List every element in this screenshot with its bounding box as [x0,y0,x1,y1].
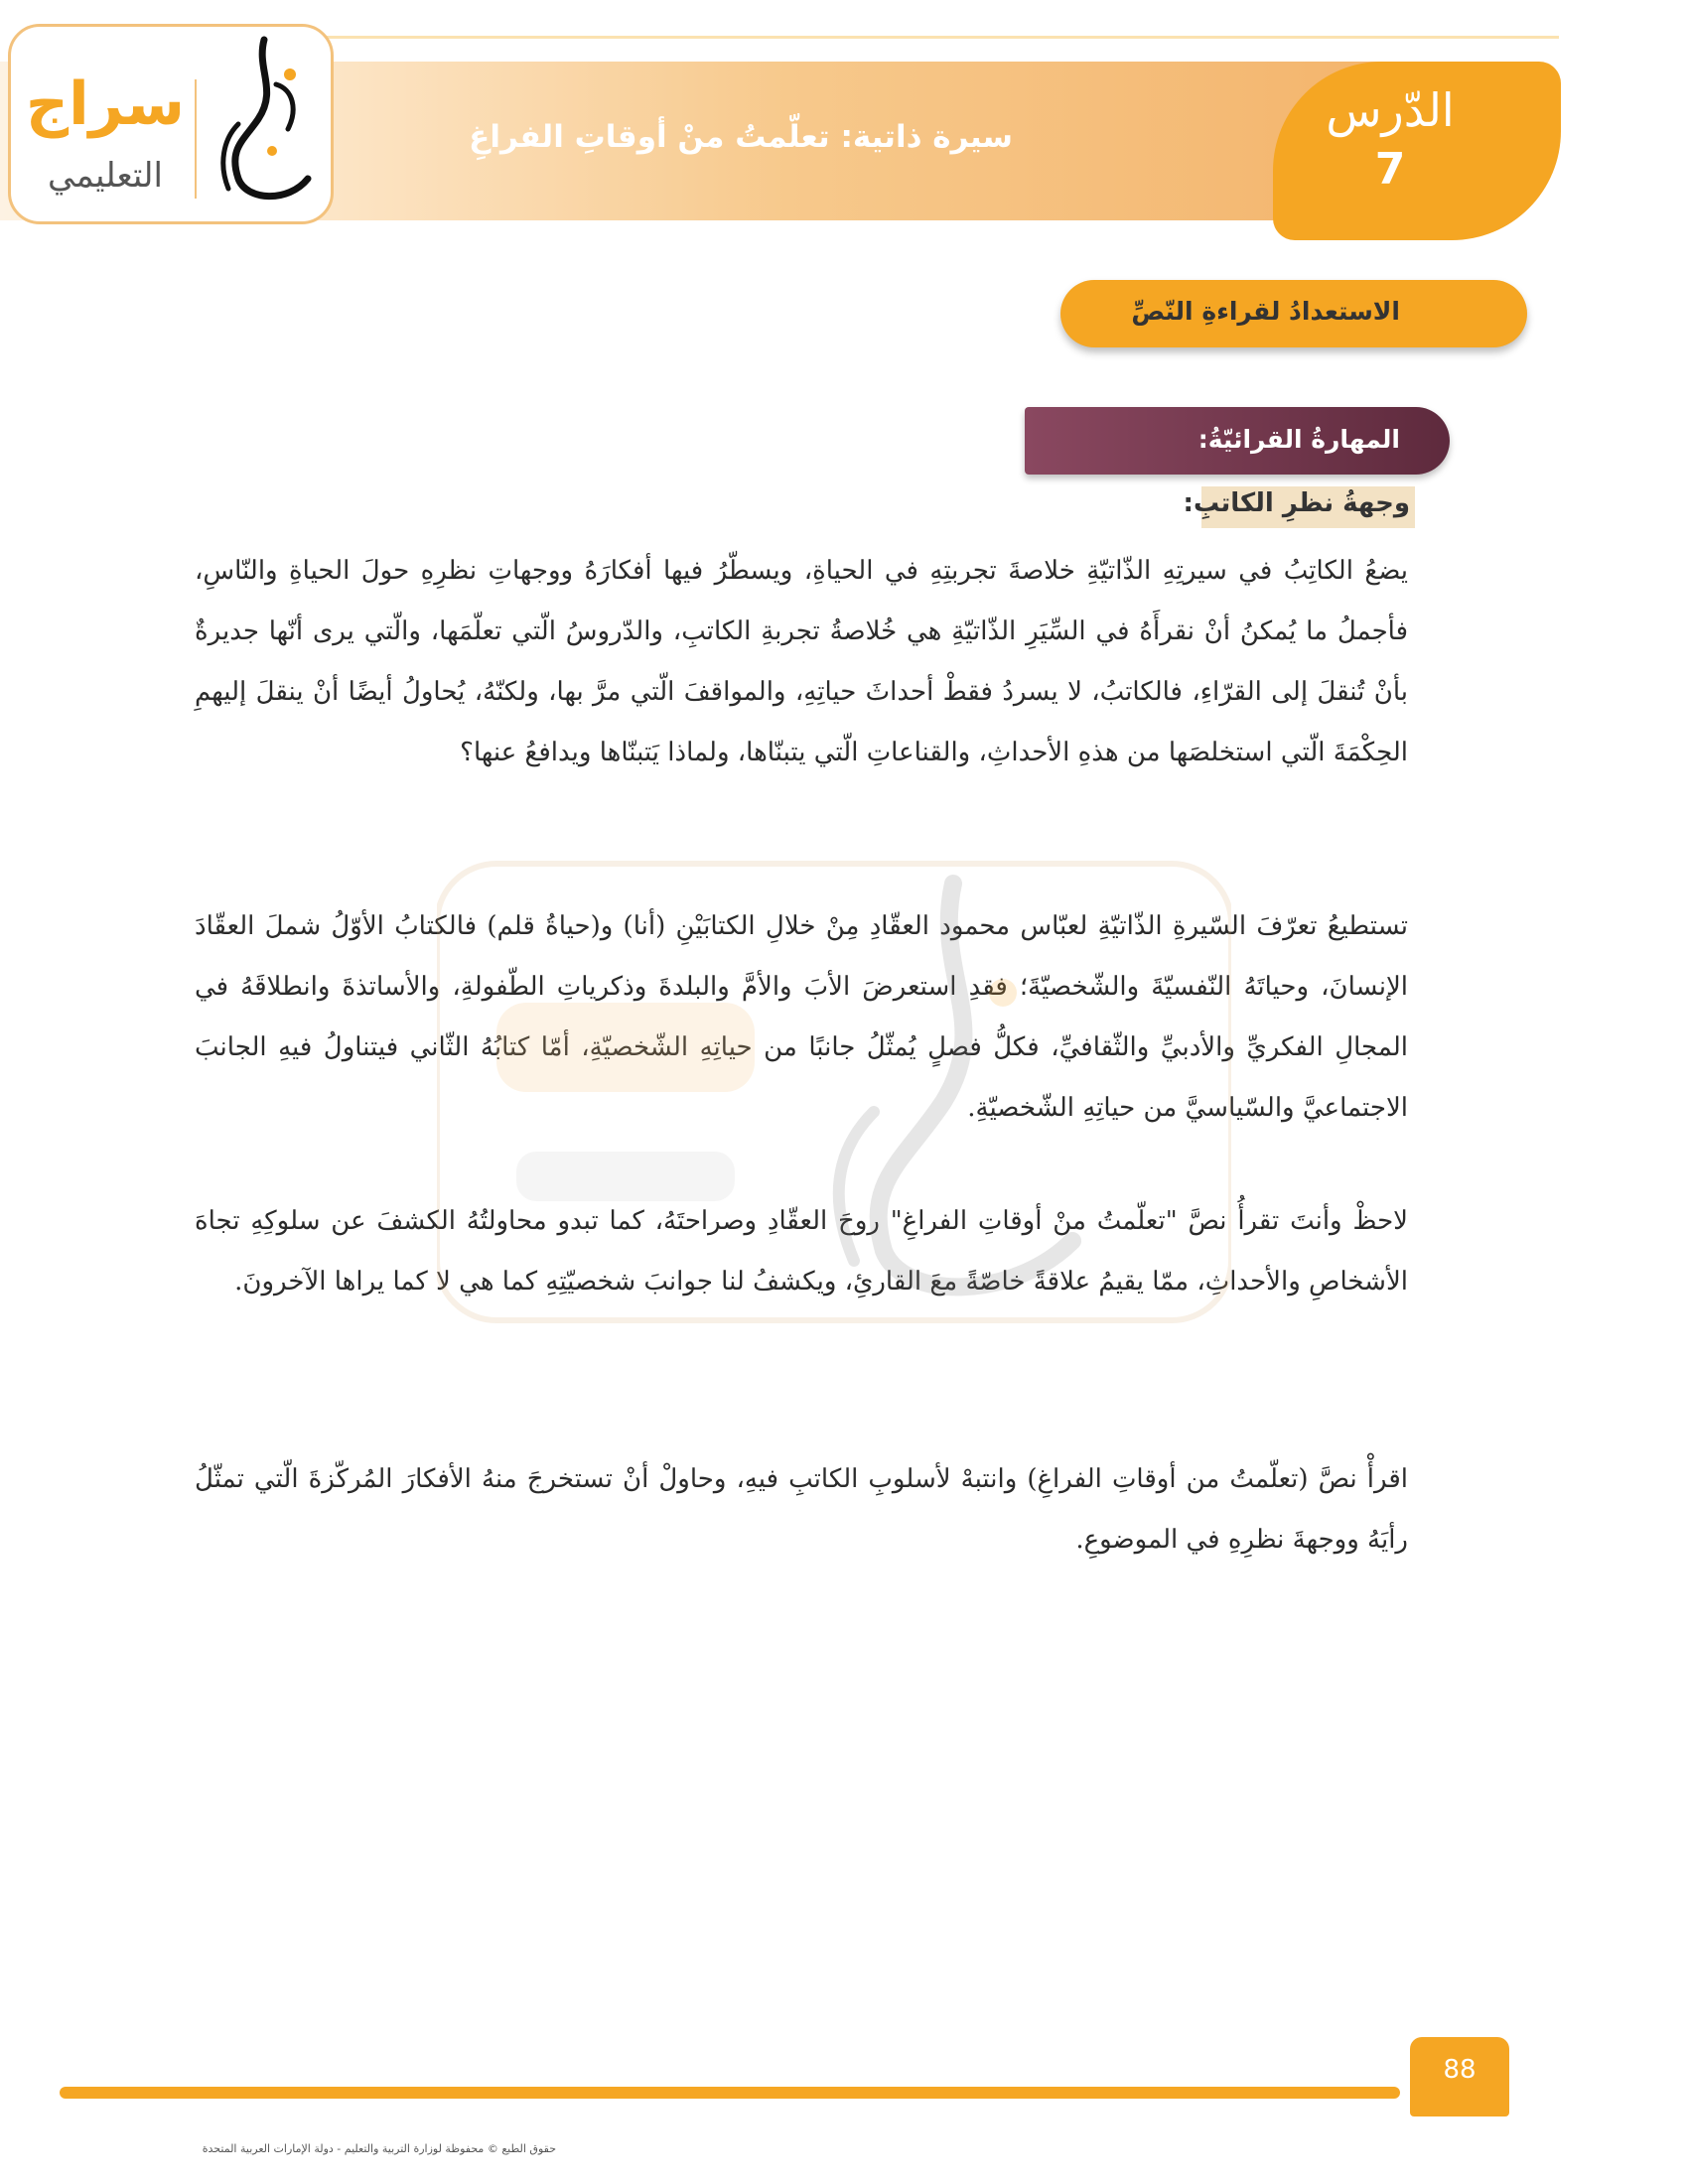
footer-bar [60,2087,1400,2099]
reading-skill-label: المهارةُ القرائيّةُ: [1197,425,1400,454]
page-number: 88 [1443,2055,1477,2085]
lesson-title: سيرة ذاتية: تعلّمتُ منْ أوقاتِ الفراغِ [469,119,1013,155]
watermark-logo-icon [437,854,1231,1330]
logo-divider [195,79,197,199]
logo-sub: التعليمي [48,156,163,196]
lesson-word: الدّرس [1326,83,1455,137]
paragraph-observe: لاحظْ وأنتَ تقرأُ نصَّ "تعلّمتُ منْ أوقاتِ الفراغِ" روحَ العقّادِ وصراحتَهُ، كما تبدو محاولتُهُ الكشفَ عن سلوكِهِ تجاهَ الأشخاصِ والأحداثِ، ممّا يقيمُ علاقةً خاصّةً معَ القارئِ، ويكشفُ لنا جوانبَ شخصيّتِهِ كما هي لا كما يراها الآخرونَ. [195,1206,1408,1297]
lesson-number: 7 [1374,144,1406,195]
top-rule [298,36,1559,39]
paragraph-task: اقرأْ نصَّ (تعلّمتُ من أوقاتِ الفراغِ) وانتبهْ لأسلوبِ الكاتبِ فيهِ، وحاولْ أنْ تستخرجَ منهُ الأفكارَ المُركّزةَ الّتي تمثّلُ رأيَهُ ووجهةَ نظرِهِ في الموضوعِ. [195,1464,1408,1555]
preparation-label: الاستعدادُ لقراءةِ النّصِّ [1131,297,1400,326]
calligraphy-logo-icon [199,30,328,218]
paragraph-autobiography: يضعُ الكاتِبُ في سيرتِهِ الذّاتيّةِ خلاصةَ تجربتِهِ في الحياةِ، ويسطّرُ فيها أفكارَهُ ووجهاتِ نظرِهِ حولَ الحياةِ والنّاسِ، فأجملُ ما يُمكنُ أنْ نقرأَهُ في السِّيَرِ الذّاتيّةِ هي خُلاصةُ تجربةِ الكاتبِ، والدّروسُ الّتي تعلّمَها، والّتي يرى أنّها جديرةٌ بأنْ تُنقلَ إلى القرّاءِ، فالكاتبُ، لا يسردُ فقطْ أحداثَ حياتِهِ، والمواقفَ الّتي مرَّ بها، ولكنّهُ، يُحاولُ أيضًا أنْ ينقلَ إليهمِ الحِكْمَةَ الّتي استخلصَها من هذهِ الأحداثِ، والقناعاتِ الّتي يتبنّاها، ولماذا يَتبنّاها ويدافعُ عنها؟ [195,556,1408,767]
copyright-notice: حقوق الطبع © محفوظة لوزارة التربية والتعليم - دولة الإمارات العربية المتحدة [202,2142,556,2155]
paragraph-aqqad-books: تستطيعُ تعرّفَ السّيرةِ الذّاتيّةِ لعبّاس محمود العقّادِ مِنْ خلالِ الكتابَيْنِ (أنا) و(حياةُ قلم) فالكتابُ الأوّلُ شملَ العقّادَ الإنسانَ، وحياتَهُ النّفسيّةَ والشّخصيّةَ؛ فقدِ استعرضَ الأبَ والأمَّ والبلدةَ وذكرياتِ الطّفولةِ، والأساتذةَ وانطلاقَهُ في المجالِ الفكريِّ والأدبيِّ والثّقافيِّ، فكلُّ فصلٍ يُمثّلُ جانبًا من حياتِهِ الشّخصيّةِ، أمّا كتابُهُ الثّاني فيتناولُ فيهِ الجانبَ الاجتماعيَّ والسّياسيَّ من حياتِهِ الشّخصيّةِ. [195,911,1408,1123]
logo-name: سراج [25,69,185,139]
viewpoint-title: وجهةُ نظرِ الكاتبِ: [1183,488,1410,518]
